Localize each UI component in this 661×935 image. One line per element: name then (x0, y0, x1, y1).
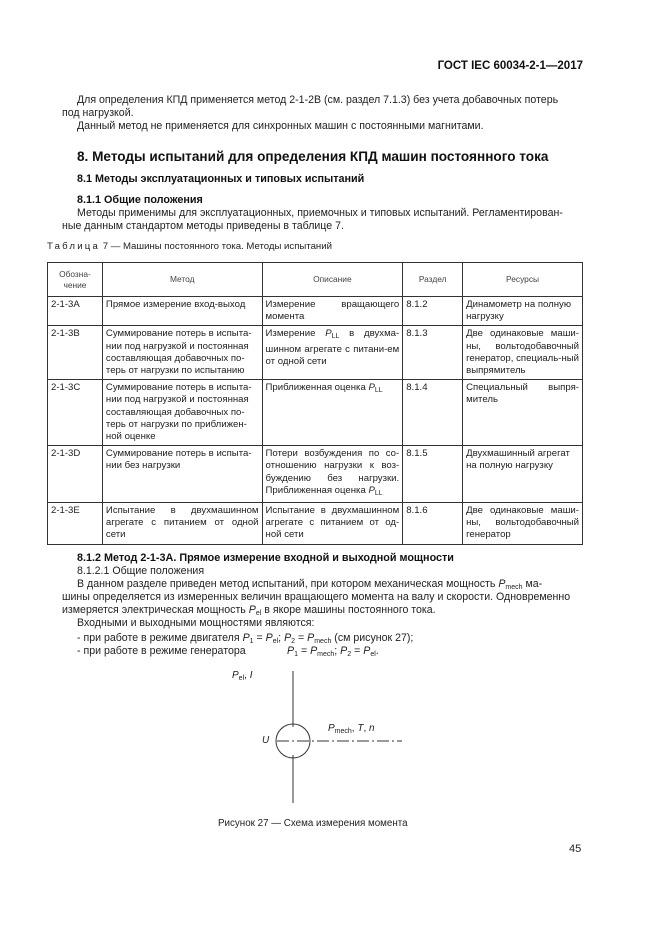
cell-description (262, 380, 403, 446)
subscript-ll: LL (374, 489, 383, 497)
symbol-p: P (248, 604, 256, 616)
section-8-1-2-title: 8.1.2 Метод 2-1-3А. Прямое измерение входной и выходной мощности (77, 552, 454, 564)
cell-code: 2-1-3C (48, 380, 103, 446)
subscript-2: 2 (347, 651, 352, 658)
generator-mode-label: - при работе в режиме генератора (77, 645, 246, 657)
header-resources: Ресурсы (463, 263, 583, 297)
s812-line-2: шины определяется из измеренных величин вращающего момента на валу и скорости. Одновременно (62, 591, 571, 603)
symbol-p: P (287, 645, 295, 657)
subscript-ll: LL (374, 387, 383, 395)
standard-header: ГОСТ IEC 60034-2-1—2017 (437, 60, 583, 72)
table-row (48, 446, 583, 503)
cell-description: Измерение вращающего момента (262, 297, 403, 326)
s812-line-1-a: В данном разделе приведен метод испытаний, при котором механическая мощность (77, 578, 496, 590)
cell-section: 8.1.3 (403, 326, 463, 380)
cell-description-text-a: Приближенная оценка (265, 382, 366, 394)
voltage-label (262, 735, 269, 746)
symbol-p: P (310, 645, 318, 657)
symbol-p: P (368, 484, 375, 496)
section-8-1-1-title: 8.1.1 Общие положения (77, 194, 203, 206)
s812-line-1-b: ма- (525, 578, 543, 590)
section-8-1-2-1-title: 8.1.2.1 Общие положения (77, 565, 205, 577)
subscript-1: 1 (249, 638, 254, 645)
motor-mode-ref: (см рисунок 27); (334, 632, 414, 644)
header-code-line-1: Обозна- (59, 268, 91, 279)
cell-section: 8.1.5 (403, 446, 463, 503)
cell-code: 2-1-3E (48, 503, 103, 545)
subscript-mech: mech (505, 584, 523, 591)
header-code-line-2: чение (63, 279, 87, 290)
symbol-p: P (340, 645, 348, 657)
section-8-title: 8. Методы испытаний для определения КПД машин постоянного тока (77, 149, 549, 164)
symbol-u: U (262, 735, 270, 746)
header-section: Раздел (403, 263, 463, 297)
cell-code: 2-1-3D (48, 446, 103, 503)
subscript-mech: mech (314, 638, 332, 645)
s811-line-1: Методы применимы для эксплуатационных, приемочных и типовых испытаний. Регламентирован- (77, 207, 563, 219)
subscript-el: el (238, 675, 245, 682)
table-row (48, 326, 583, 380)
subscript-el: el (272, 638, 279, 645)
symbol-p: P (363, 645, 371, 657)
electrical-label: $P_{el}$, I (232, 670, 253, 682)
cell-description-text-b: в двухма-шинном агрегате с питани-ем от одной сети (265, 328, 400, 367)
table-caption-word: Таблица (47, 241, 101, 252)
symbol-n: n (369, 723, 375, 734)
cell-section: 8.1.6 (403, 503, 463, 545)
intro-line-1: Для определения КПД применяется метод 2-1-2В (см. раздел 7.1.3) без учета добавочных потерь (77, 94, 559, 106)
header-code (48, 263, 103, 297)
subscript-1: 1 (294, 651, 298, 658)
table-row (48, 503, 583, 545)
cell-description: Испытание в двухмашинном агрегате с питанием от од-ной сети (262, 503, 403, 545)
header-description: Описание (262, 263, 403, 297)
section-8-1-title: 8.1 Методы эксплуатационных и типовых испытаний (77, 173, 365, 185)
table-row (48, 380, 583, 446)
cell-section: 8.1.2 (403, 297, 463, 326)
symbol-t: T (357, 723, 364, 734)
mechanical-label: $P_{mech}$, T, n (328, 723, 375, 735)
equals-sign: = (256, 632, 263, 644)
cell-method: Прямое измерение вход-выход (102, 297, 262, 326)
subscript-el: el (370, 651, 376, 658)
page-number: 45 (569, 843, 582, 855)
symbol-p: P (265, 632, 273, 644)
symbol-p: P (325, 328, 332, 340)
cell-method: Испытание в двухмашинном агрегате с питанием от одной сети (102, 503, 262, 545)
torque-measurement-diagram (220, 665, 420, 810)
cell-resources: Специальный выпря-митель (463, 380, 583, 446)
symbol-p: P (498, 578, 506, 590)
generator-mode-formula: $P_1 = P_{mech}$; $P_2 = P_{el}$. (287, 645, 379, 658)
s811-line-2: ные данным стандартом методы приведены в таблице 7. (62, 220, 344, 232)
intro-line-2: под нагрузкой. (62, 107, 134, 119)
intro-line-3: Данный метод не применяется для синхронных машин с постоянными магнитами. (77, 120, 484, 132)
symbol-p: P (328, 723, 335, 734)
cell-code: 2-1-3A (48, 297, 103, 326)
table-caption (47, 241, 332, 252)
equals-sign: = (300, 645, 308, 657)
equals-sign: = (298, 632, 305, 644)
symbol-p: P (368, 382, 375, 394)
subscript-ll: LL (331, 333, 340, 341)
symbol-p: P (232, 670, 239, 681)
header-method: Метод (102, 263, 262, 297)
symbol-p: P (307, 632, 315, 644)
cell-method: Суммирование потерь в испыта-нии под нагрузкой и постоянная составляющая добавочных по-терь от нагрузки по приближен-ной оценке (102, 380, 262, 446)
cell-code: 2-1-3B (48, 326, 103, 380)
cell-section: 8.1.4 (403, 380, 463, 446)
equals-sign: = (354, 645, 361, 657)
table-header-row (48, 263, 583, 297)
symbol-i: I (249, 670, 253, 681)
cell-description-text-a: Потери возбуждения по со-отношению нагрузки к воз-буждению без нагрузки. Приближенная оценка (265, 448, 400, 496)
cell-resources: Динамометр на полную нагрузку (463, 297, 583, 326)
cell-description (262, 326, 403, 380)
motor-mode-label: - при работе в режиме двигателя (77, 632, 240, 644)
figure-caption: Рисунок 27 — Схема измерения момента (218, 818, 408, 829)
subscript-2: 2 (291, 638, 296, 645)
s812-line-4: Входными и выходными мощностями являются: (77, 617, 315, 629)
symbol-p: P (284, 632, 292, 644)
methods-table (47, 262, 583, 545)
s812-line-3-a: измеряется электрическая мощность (62, 604, 246, 616)
table-caption-text: 7 — Машины постоянного тока. Методы испытаний (102, 241, 332, 252)
table-row (48, 297, 583, 326)
cell-resources: Две одинаковые маши-ны, вольтодобавочный генератор, специаль-ный выпрямитель (463, 326, 583, 380)
cell-resources: Двухмашинный агрегат на полную нагрузку (463, 446, 583, 503)
symbol-p: P (242, 632, 250, 644)
cell-resources: Две одинаковые маши-ны, вольтодобавочный генератор (463, 503, 583, 545)
subscript-mech: mech (334, 728, 352, 735)
cell-method: Суммирование потерь в испыта-нии под нагрузкой и постоянная составляющая добавочных по-терь от нагрузки по испытанию (102, 326, 262, 380)
subscript-mech: mech (317, 651, 335, 658)
motor-mode-line: - при работе в режиме двигателя $P_1 = P_{el}$; $P_2 = P_{mech}$ (см рисунок 27); (77, 632, 414, 645)
s812-line-3-b: в якоре машины постоянного тока. (264, 604, 436, 616)
cell-description (262, 446, 403, 503)
subscript-el: el (255, 610, 262, 617)
cell-description-text-a: Измерение (265, 328, 316, 340)
cell-method: Суммирование потерь в испыта-нии без нагрузки (102, 446, 262, 503)
